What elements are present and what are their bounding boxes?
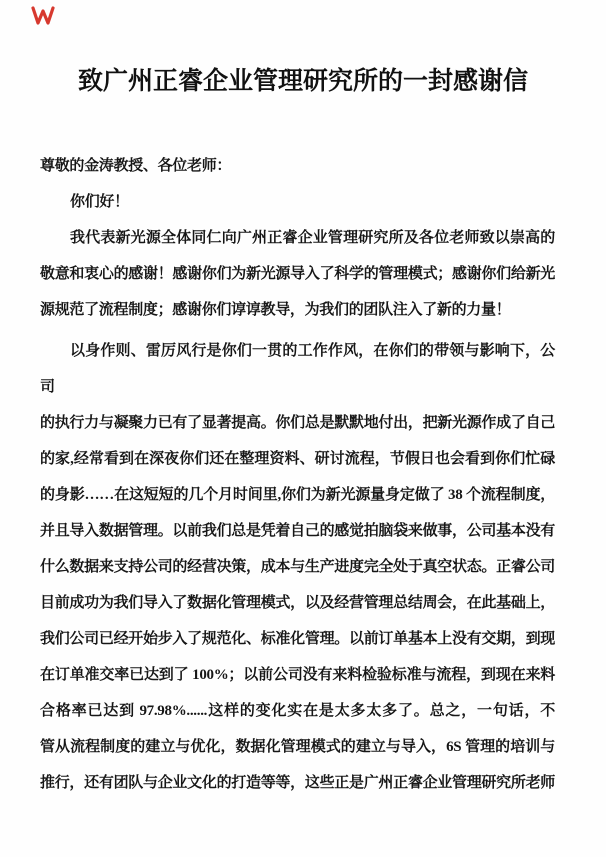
red-w-mark-icon — [30, 5, 56, 27]
letter-line: 在订单准交率已达到了 100%；以前公司没有来料检验标准与流程，到现在来料 — [40, 667, 555, 683]
letter-line: 管从流程制度的建立与优化，数据化管理模式的建立与导入，6S 管理的培训与 — [40, 739, 555, 755]
letter-line: 并且导入数据管理。以前我们总是凭着自己的感觉拍脑袋来做事，公司基本没有 — [40, 523, 555, 539]
letter-line: 合格率已达到 97.98%......这样的变化实在是太多太多了。总之，一句话，不 — [40, 703, 555, 719]
letter-line: 的家,经常看到在深夜你们还在整理资料、研讨流程，节假日也会看到你们忙碌 — [40, 451, 555, 467]
letter-line: 推行，还有团队与企业文化的打造等等，这些正是广州正睿企业管理研究所老师 — [40, 775, 555, 791]
letter-line: 的执行力与凝聚力已有了显著提高。你们总是默默地付出，把新光源作成了自己 — [40, 415, 555, 431]
letter-line: 目前成功为我们导入了数据化管理模式，以及经营管理总结周会，在此基础上， — [40, 595, 555, 611]
letter-title: 致广州正睿企业管理研究所的一封感谢信 — [77, 68, 528, 95]
letter-line: 什么数据来支持公司的经营决策，成本与生产进度完全处于真空状态。正睿公司 — [40, 559, 555, 575]
salutation-line: 尊敬的金涛教授、各位老师： — [40, 158, 232, 174]
letter-line: 敬意和衷心的感谢！感谢你们为新光源导入了科学的管理模式；感谢你们给新光 — [40, 266, 555, 282]
letter-line: 我代表新光源全体同仁向广州正睿企业管理研究所及各位老师致以崇高的 — [70, 230, 555, 246]
letter-line: 源规范了流程制度；感谢你们谆谆教导，为我们的团队注入了新的力量！ — [40, 302, 511, 318]
letter-line: 你们好！ — [70, 194, 129, 210]
letter-line: 我们公司已经开始步入了规范化、标准化管理。以前订单基本上没有交期，到现 — [40, 631, 555, 647]
letter-body — [0, 148, 606, 801]
letter-line: 的身影……在这短短的几个月时间里,你们为新光源量身定做了 38 个流程制度， — [40, 487, 555, 503]
letter-line: 以身作则、雷厉风行是你们一贯的工作作风，在你们的带领与影响下，公司 — [40, 343, 555, 395]
